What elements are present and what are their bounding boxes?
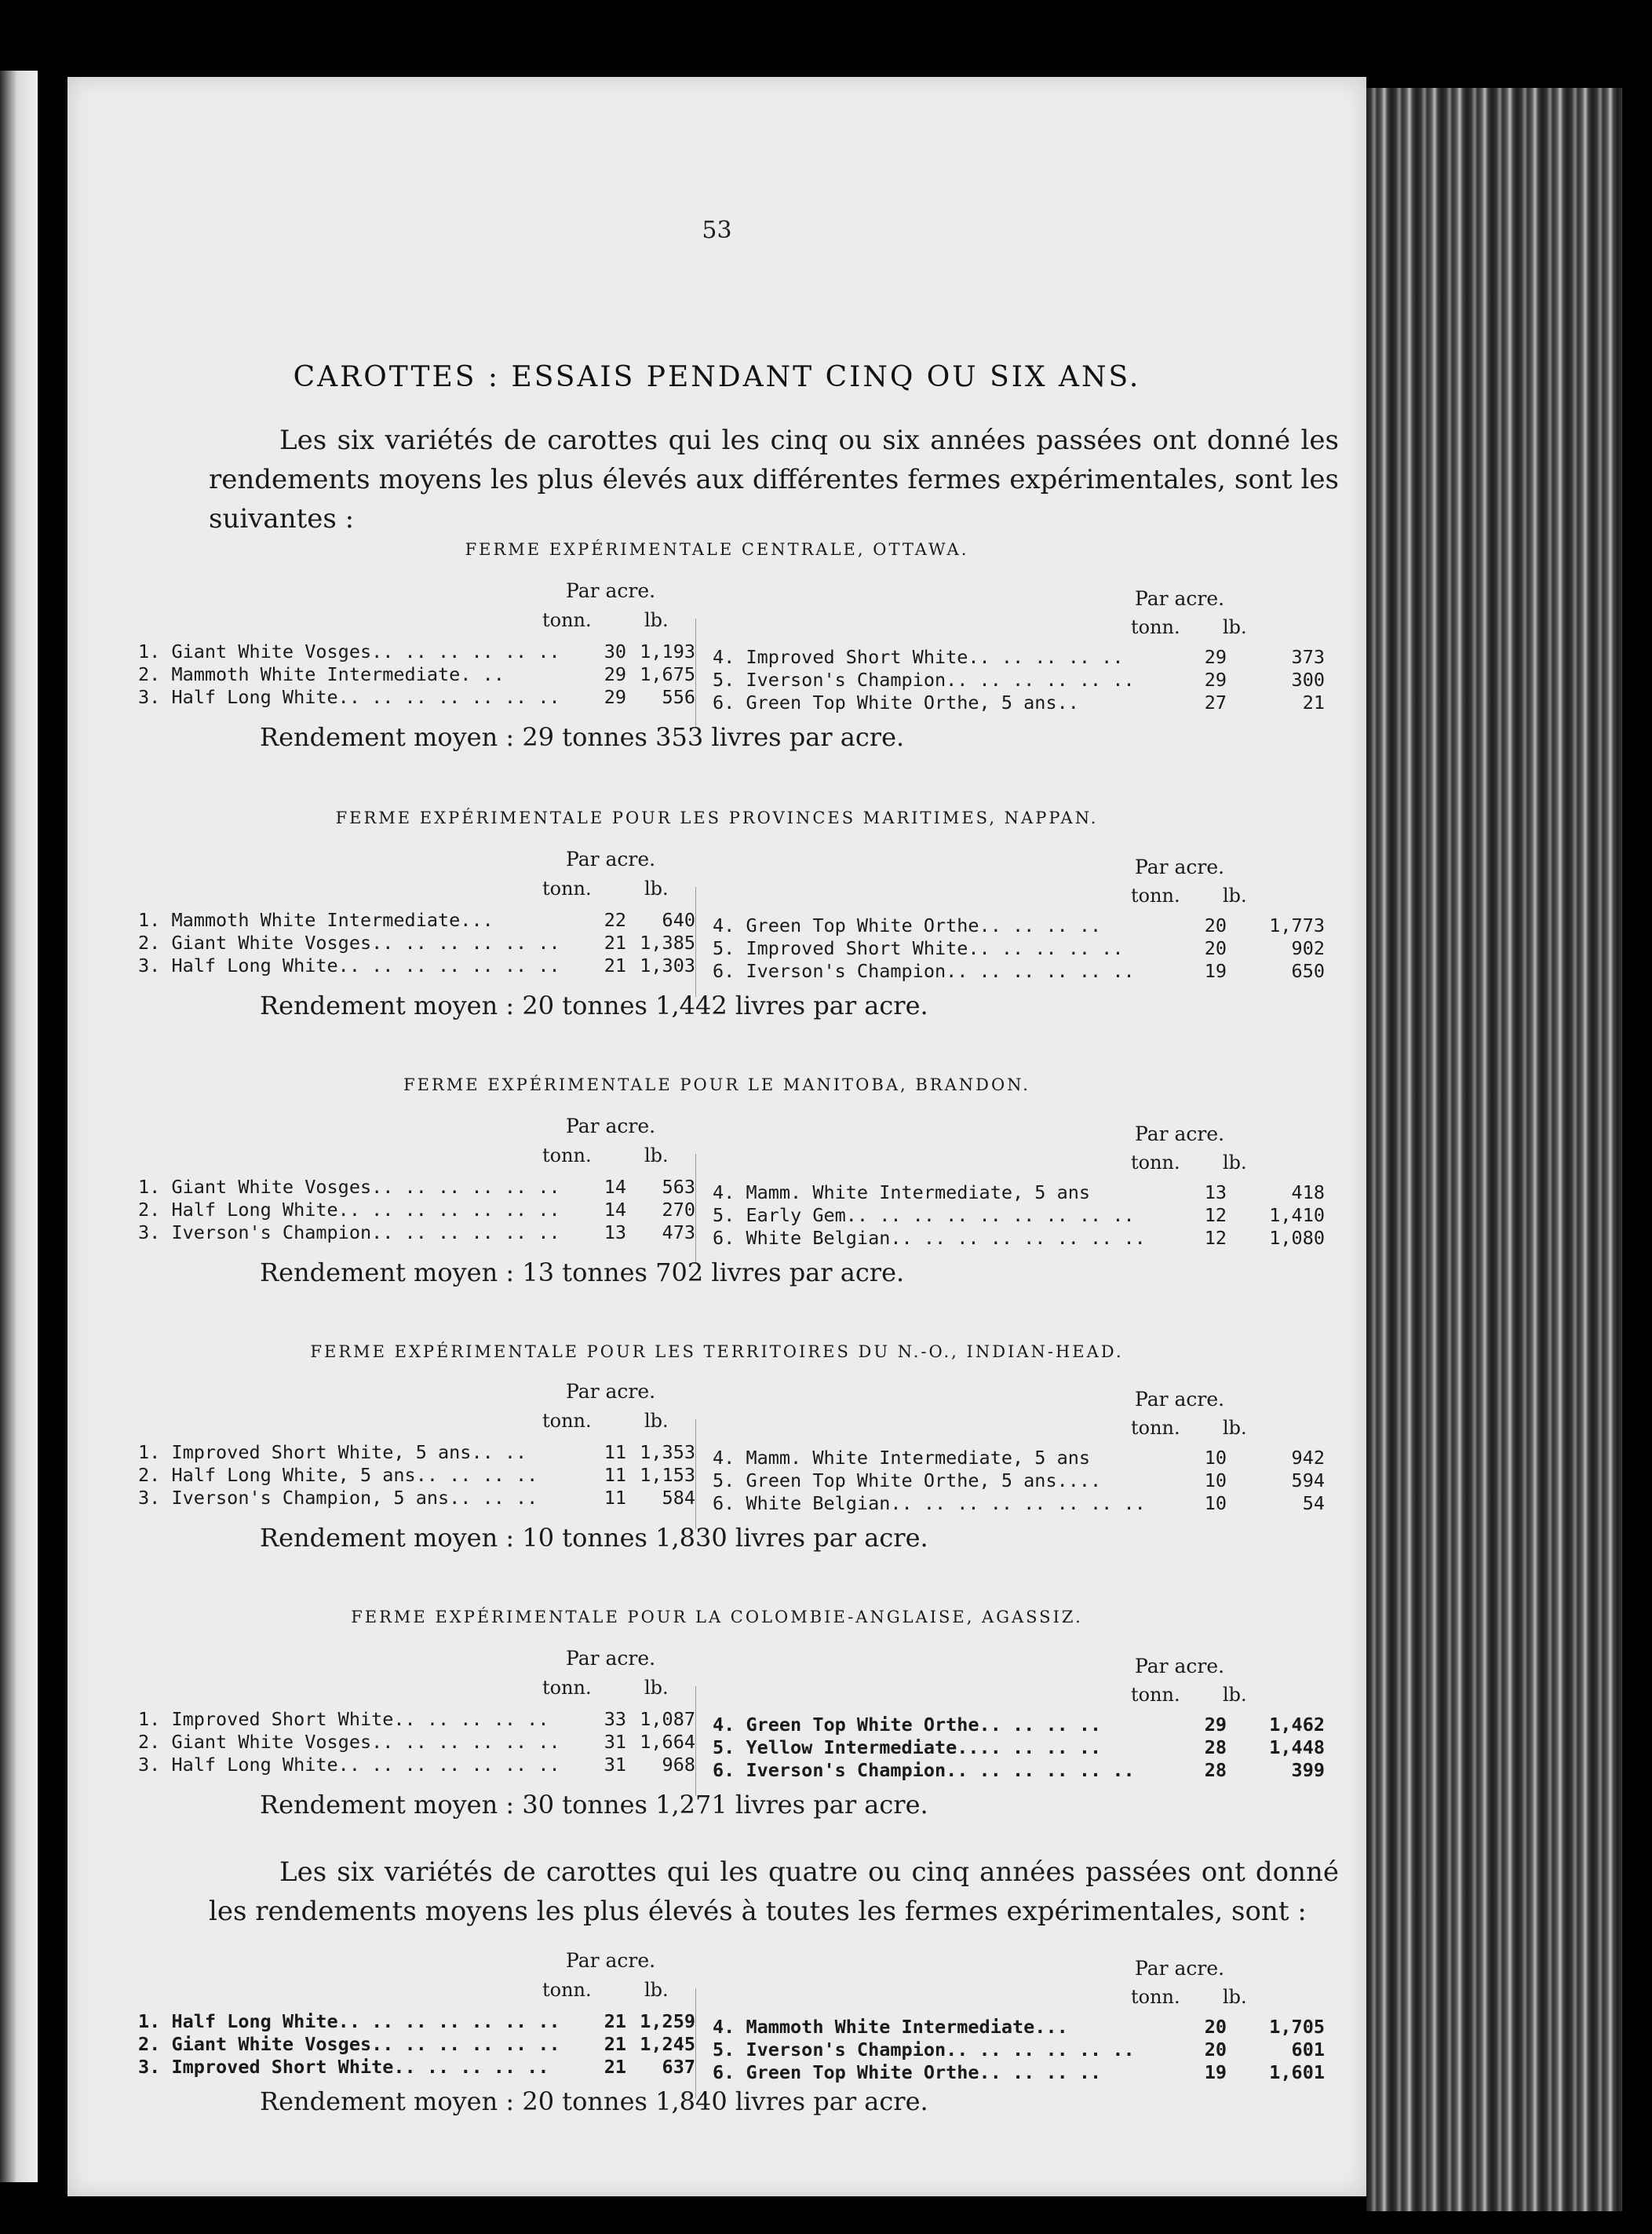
lb-header: lb.	[1223, 616, 1247, 638]
pounds-value: 1,259	[640, 2010, 695, 2032]
tonnes-value: 29	[604, 663, 626, 685]
tonnes-value: 22	[604, 909, 626, 931]
tonnes-value: 10	[1204, 1447, 1227, 1469]
lb-header: lb.	[644, 878, 669, 900]
par-acre-header: Par acre.	[1135, 1655, 1225, 1677]
variety-name: 6. Green Top White Orthe.. .. .. ..	[713, 2061, 1102, 2083]
pounds-value: 1,193	[640, 641, 695, 663]
tonnes-value: 19	[1204, 2061, 1227, 2083]
yield-table-brandon	[67, 1115, 1366, 1272]
par-acre-header: Par acre.	[566, 579, 656, 602]
intro-paragraph: Les six variétés de carottes qui les cinq ou six années passées ont donné les rendements moyens les plus élevés aux différentes fermes expérimentales, sont les suivantes :	[209, 425, 1339, 535]
pounds-value: 1,705	[1269, 2016, 1325, 2038]
variety-name: 5. Yellow Intermediate.... .. .. ..	[713, 1736, 1102, 1758]
tonnes-value: 21	[604, 2033, 626, 2055]
table-row	[138, 663, 695, 687]
average-yield: Rendement moyen : 20 tonnes 1,442 livres par acre.	[260, 991, 928, 1020]
lb-header: lb.	[1223, 1417, 1247, 1439]
variety-name: 4. Mamm. White Intermediate, 5 ans	[713, 1181, 1091, 1203]
average-yield: Rendement moyen : 13 tonnes 702 livres par acre.	[260, 1258, 905, 1287]
tonn-header: tonn.	[542, 1144, 592, 1166]
tonn-header: tonn.	[1131, 1417, 1180, 1439]
tonn-header: tonn.	[542, 1979, 592, 2001]
lb-header: lb.	[644, 1979, 669, 2001]
tonnes-value: 12	[1204, 1204, 1227, 1226]
table-row	[713, 914, 1327, 938]
pounds-value: 650	[1291, 960, 1325, 982]
pounds-value: 902	[1291, 937, 1325, 959]
table-row	[713, 646, 1327, 670]
yield-table-indian-head	[67, 1380, 1366, 1537]
table-row	[713, 669, 1327, 692]
tonn-header: tonn.	[542, 878, 592, 900]
variety-name: 2. Mammoth White Intermediate. ..	[138, 663, 505, 685]
table-row	[713, 937, 1327, 961]
par-acre-header: Par acre.	[1135, 856, 1225, 878]
variety-name: 6. White Belgian.. .. .. .. .. .. .. ..	[713, 1492, 1146, 1514]
summary-paragraph: Les six variétés de carottes qui les quatre ou cinq années passées ont donné les rendements moyens les plus élevés à toutes les fermes expérimentales, sont :	[209, 1856, 1339, 1927]
variety-name: 1. Improved Short White, 5 ans.. ..	[138, 1441, 527, 1463]
table-row	[138, 1221, 695, 1245]
tonnes-value: 11	[604, 1464, 626, 1486]
pounds-value: 1,448	[1269, 1736, 1325, 1758]
average-yield: Rendement moyen : 29 tonnes 353 livres par acre.	[260, 722, 905, 752]
table-row	[138, 2033, 695, 2057]
variety-name: 2. Giant White Vosges.. .. .. .. .. ..	[138, 1731, 560, 1753]
pounds-value: 1,773	[1269, 914, 1325, 936]
table-row	[138, 2010, 695, 2034]
variety-name: 5. Iverson's Champion.. .. .. .. .. ..	[713, 2039, 1135, 2061]
page-number: 53	[702, 217, 732, 244]
table-row	[713, 1492, 1327, 1516]
variety-name: 4. Improved Short White.. .. .. .. ..	[713, 646, 1124, 668]
table-row	[138, 1441, 695, 1465]
table-row	[713, 692, 1327, 715]
column-divider	[695, 1154, 696, 1264]
column-divider	[695, 1419, 696, 1529]
lb-header: lb.	[644, 1144, 669, 1166]
table-row	[713, 1469, 1327, 1493]
table-row	[138, 932, 695, 955]
section-title-agassiz: FERME EXPÉRIMENTALE POUR LA COLOMBIE-ANGLAISE, AGASSIZ.	[351, 1608, 1083, 1626]
pounds-value: 1,303	[640, 955, 695, 976]
tonnes-value: 13	[1204, 1181, 1227, 1203]
par-acre-header: Par acre.	[566, 1115, 656, 1137]
table-row	[713, 2061, 1327, 2085]
variety-name: 1. Half Long White.. .. .. .. .. .. ..	[138, 2010, 560, 2032]
table-row	[138, 1487, 695, 1510]
tonn-header: tonn.	[1131, 616, 1180, 638]
par-acre-header: Par acre.	[566, 1647, 656, 1670]
table-row	[713, 960, 1327, 984]
variety-name: 2. Half Long White, 5 ans.. .. .. ..	[138, 1464, 538, 1486]
pounds-value: 373	[1291, 646, 1325, 668]
table-row	[138, 1199, 695, 1222]
tonnes-value: 21	[604, 955, 626, 976]
tonnes-value: 30	[604, 641, 626, 663]
pounds-value: 21	[1302, 692, 1325, 714]
tonnes-value: 21	[604, 2056, 626, 2078]
pounds-value: 1,675	[640, 663, 695, 685]
tonnes-value: 31	[604, 1754, 626, 1776]
average-yield: Rendement moyen : 10 tonnes 1,830 livres par acre.	[260, 1523, 928, 1553]
section-title-nappan: FERME EXPÉRIMENTALE POUR LES PROVINCES MARITIMES, NAPPAN.	[335, 809, 1099, 827]
par-acre-header: Par acre.	[1135, 1957, 1225, 1980]
pounds-value: 418	[1291, 1181, 1325, 1203]
column-divider	[695, 619, 696, 728]
yield-table-nappan	[67, 848, 1366, 1005]
variety-name: 1. Giant White Vosges.. .. .. .. .. ..	[138, 641, 560, 663]
variety-name: 3. Half Long White.. .. .. .. .. .. ..	[138, 1754, 560, 1776]
par-acre-header: Par acre.	[1135, 1122, 1225, 1145]
pounds-value: 942	[1291, 1447, 1325, 1469]
tonnes-value: 29	[604, 686, 626, 708]
tonnes-value: 11	[604, 1487, 626, 1509]
tonnes-value: 13	[604, 1221, 626, 1243]
pounds-value: 1,153	[640, 1464, 695, 1486]
pounds-value: 563	[662, 1176, 695, 1198]
tonn-header: tonn.	[1131, 885, 1180, 907]
variety-name: 6. Green Top White Orthe, 5 ans..	[713, 692, 1079, 714]
table-row	[138, 955, 695, 978]
variety-name: 6. Iverson's Champion.. .. .. .. .. ..	[713, 1759, 1135, 1781]
table-row	[138, 909, 695, 933]
table-row	[713, 1736, 1327, 1760]
lb-header: lb.	[644, 1677, 669, 1699]
lb-header: lb.	[1223, 1986, 1247, 2008]
variety-name: 5. Early Gem.. .. .. .. .. .. .. .. ..	[713, 1204, 1135, 1226]
pounds-value: 1,087	[640, 1708, 695, 1730]
lb-header: lb.	[1223, 885, 1247, 907]
variety-name: 1. Mammoth White Intermediate...	[138, 909, 494, 931]
par-acre-header: Par acre.	[566, 1380, 656, 1403]
pounds-value: 1,080	[1269, 1227, 1325, 1249]
section-title-brandon: FERME EXPÉRIMENTALE POUR LE MANITOBA, BRANDON.	[403, 1075, 1030, 1094]
pounds-value: 54	[1302, 1492, 1325, 1514]
pounds-value: 1,462	[1269, 1714, 1325, 1736]
tonn-header: tonn.	[542, 1677, 592, 1699]
tonnes-value: 20	[1204, 914, 1227, 936]
pounds-value: 637	[662, 2056, 695, 2078]
variety-name: 5. Iverson's Champion.. .. .. .. .. ..	[713, 669, 1135, 691]
pounds-value: 270	[662, 1199, 695, 1221]
table-row	[138, 1176, 695, 1199]
table-row	[138, 1754, 695, 1777]
variety-name: 4. Mamm. White Intermediate, 5 ans	[713, 1447, 1091, 1469]
variety-name: 3. Half Long White.. .. .. .. .. .. ..	[138, 955, 560, 976]
variety-name: 5. Green Top White Orthe, 5 ans....	[713, 1469, 1102, 1491]
table-row	[138, 1464, 695, 1488]
variety-name: 2. Giant White Vosges.. .. .. .. .. ..	[138, 932, 560, 954]
pounds-value: 1,245	[640, 2033, 695, 2055]
pounds-value: 584	[662, 1487, 695, 1509]
table-row	[713, 1204, 1327, 1228]
tonnes-value: 27	[1204, 692, 1227, 714]
pounds-value: 399	[1291, 1759, 1325, 1781]
table-row	[138, 641, 695, 664]
table-row	[713, 1714, 1327, 1737]
table-row	[713, 1759, 1327, 1783]
tonnes-value: 20	[1204, 2016, 1227, 2038]
column-divider	[695, 1686, 696, 1796]
variety-name: 4. Green Top White Orthe.. .. .. ..	[713, 1714, 1102, 1736]
pounds-value: 594	[1291, 1469, 1325, 1491]
tonn-header: tonn.	[542, 1410, 592, 1432]
left-page-edge	[0, 71, 38, 2182]
table-row	[713, 2039, 1327, 2062]
column-divider	[695, 1988, 696, 2098]
tonnes-value: 28	[1204, 1736, 1227, 1758]
document-page	[67, 77, 1366, 2196]
table-row	[138, 686, 695, 710]
pounds-value: 1,353	[640, 1441, 695, 1463]
table-row	[713, 2016, 1327, 2039]
tonnes-value: 14	[604, 1176, 626, 1198]
tonnes-value: 14	[604, 1199, 626, 1221]
pounds-value: 1,385	[640, 932, 695, 954]
table-row	[138, 2056, 695, 2079]
pounds-value: 556	[662, 686, 695, 708]
tonnes-value: 11	[604, 1441, 626, 1463]
pounds-value: 1,410	[1269, 1204, 1325, 1226]
tonnes-value: 29	[1204, 669, 1227, 691]
pounds-value: 473	[662, 1221, 695, 1243]
lb-header: lb.	[644, 609, 669, 631]
tonn-header: tonn.	[542, 609, 592, 631]
pounds-value: 300	[1291, 669, 1325, 691]
page-stack-edge	[1366, 88, 1622, 2211]
lb-header: lb.	[644, 1410, 669, 1432]
variety-name: 2. Giant White Vosges.. .. .. .. .. ..	[138, 2033, 560, 2055]
table-row	[713, 1447, 1327, 1470]
section-title-ottawa: FERME EXPÉRIMENTALE CENTRALE, OTTAWA.	[465, 540, 969, 559]
tonn-header: tonn.	[1131, 1986, 1180, 2008]
tonnes-value: 20	[1204, 937, 1227, 959]
yield-table-ottawa	[67, 579, 1366, 736]
variety-name: 6. White Belgian.. .. .. .. .. .. .. ..	[713, 1227, 1146, 1249]
pounds-value: 1,664	[640, 1731, 695, 1753]
tonnes-value: 20	[1204, 2039, 1227, 2061]
par-acre-header: Par acre.	[1135, 1388, 1225, 1411]
variety-name: 6. Iverson's Champion.. .. .. .. .. ..	[713, 960, 1135, 982]
tonn-header: tonn.	[1131, 1684, 1180, 1706]
pounds-value: 1,601	[1269, 2061, 1325, 2083]
table-row	[138, 1731, 695, 1754]
par-acre-header: Par acre.	[1135, 587, 1225, 610]
tonnes-value: 21	[604, 2010, 626, 2032]
tonnes-value: 10	[1204, 1469, 1227, 1491]
average-yield: Rendement moyen : 20 tonnes 1,840 livres par acre.	[260, 2086, 928, 2116]
yield-table-agassiz	[67, 1647, 1366, 1804]
tonnes-value: 10	[1204, 1492, 1227, 1514]
table-row	[713, 1181, 1327, 1205]
yield-table-summary	[67, 1949, 1366, 2106]
tonnes-value: 29	[1204, 646, 1227, 668]
tonnes-value: 31	[604, 1731, 626, 1753]
lb-header: lb.	[1223, 1152, 1247, 1174]
section-title-indian-head: FERME EXPÉRIMENTALE POUR LES TERRITOIRES DU N.-O., INDIAN-HEAD.	[310, 1342, 1124, 1361]
average-yield: Rendement moyen : 30 tonnes 1,271 livres par acre.	[260, 1790, 928, 1820]
lb-header: lb.	[1223, 1684, 1247, 1706]
tonnes-value: 21	[604, 932, 626, 954]
tonnes-value: 29	[1204, 1714, 1227, 1736]
tonnes-value: 12	[1204, 1227, 1227, 1249]
pounds-value: 968	[662, 1754, 695, 1776]
variety-name: 3. Iverson's Champion.. .. .. .. .. ..	[138, 1221, 560, 1243]
par-acre-header: Par acre.	[566, 848, 656, 871]
pounds-value: 601	[1291, 2039, 1325, 2061]
variety-name: 4. Mammoth White Intermediate...	[713, 2016, 1068, 2038]
table-row	[713, 1227, 1327, 1250]
pounds-value: 640	[662, 909, 695, 931]
tonn-header: tonn.	[1131, 1152, 1180, 1174]
variety-name: 5. Improved Short White.. .. .. .. ..	[713, 937, 1124, 959]
page-title: CAROTTES : ESSAIS PENDANT CINQ OU SIX ANS.	[293, 361, 1141, 393]
tonnes-value: 33	[604, 1708, 626, 1730]
variety-name: 3. Iverson's Champion, 5 ans.. .. ..	[138, 1487, 538, 1509]
variety-name: 1. Giant White Vosges.. .. .. .. .. ..	[138, 1176, 560, 1198]
column-divider	[695, 887, 696, 997]
tonnes-value: 19	[1204, 960, 1227, 982]
variety-name: 2. Half Long White.. .. .. .. .. .. ..	[138, 1199, 560, 1221]
table-row	[138, 1708, 695, 1732]
tonnes-value: 28	[1204, 1759, 1227, 1781]
par-acre-header: Par acre.	[566, 1949, 656, 1972]
variety-name: 3. Half Long White.. .. .. .. .. .. ..	[138, 686, 560, 708]
variety-name: 3. Improved Short White.. .. .. .. ..	[138, 2056, 549, 2078]
variety-name: 1. Improved Short White.. .. .. .. ..	[138, 1708, 549, 1730]
variety-name: 4. Green Top White Orthe.. .. .. ..	[713, 914, 1102, 936]
